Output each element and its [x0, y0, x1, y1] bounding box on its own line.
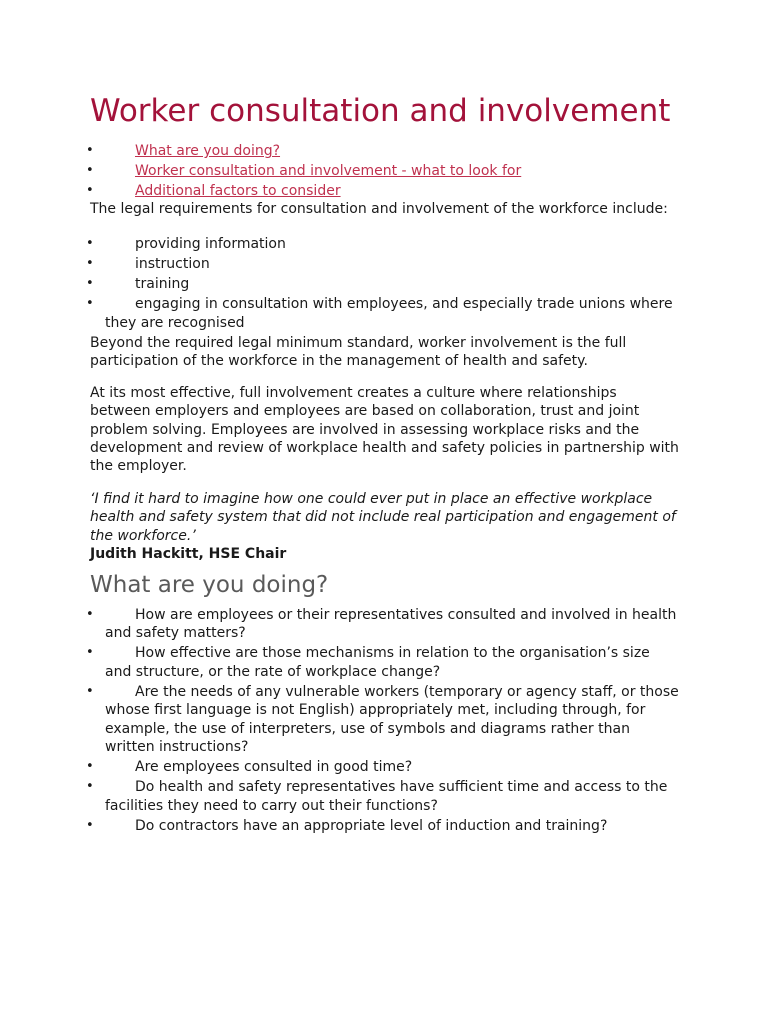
- list-item-text: engaging in consultation with employees, and especially trade unions where they are recognised: [105, 296, 673, 331]
- list-item-text: Are employees consulted in good time?: [135, 759, 413, 776]
- list-item: [86, 758, 680, 777]
- bullet-icon: •: [86, 163, 94, 178]
- list-item-text: Do contractors have an appropriate level of induction and training?: [135, 817, 608, 834]
- list-item-text: training: [135, 276, 190, 293]
- list-item: [86, 606, 680, 643]
- document-page: [86, 92, 680, 837]
- list-item: [86, 235, 680, 254]
- bullet-icon: •: [86, 683, 94, 699]
- toc-link-what-to-look-for[interactable]: Worker consultation and involvement - what to look for: [135, 163, 522, 179]
- body-paragraph: Beyond the required legal minimum standard, worker involvement is the full participation of the workforce in the management of health and safety.: [90, 334, 627, 369]
- intro-paragraph: The legal requirements for consultation and involvement of the workforce include:: [90, 201, 668, 217]
- quote: ‘I find it hard to imagine how one could ever put in place an effective workplace health and safety system that did not include real participation and engagement of the workforce.’: [90, 491, 676, 544]
- toc-link-additional-factors[interactable]: Additional factors to consider: [135, 183, 341, 199]
- bullet-icon: •: [86, 817, 94, 833]
- bullet-icon: •: [86, 779, 94, 795]
- list-item-text: Do health and safety representatives have sufficient time and access to the facilities they need to carry out their functions?: [105, 779, 668, 814]
- bullet-icon: •: [86, 606, 94, 622]
- list-item: [86, 683, 680, 757]
- requirements-list: [86, 235, 680, 332]
- list-item-text: How effective are those mechanisms in relation to the organisation’s size and structure, or the rate of workplace change?: [105, 645, 650, 680]
- table-of-contents: [86, 142, 680, 201]
- toc-item: [86, 182, 680, 201]
- list-item: [86, 778, 680, 815]
- section-heading: What are you doing?: [90, 571, 329, 598]
- page-title: Worker consultation and involvement: [90, 93, 671, 129]
- list-item: [86, 644, 680, 681]
- quote-attribution: Judith Hackitt, HSE Chair: [90, 545, 287, 562]
- bullet-icon: •: [86, 759, 94, 775]
- list-item-text: Are the needs of any vulnerable workers (temporary or agency staff, or those whose first language is not English) appropriately met, including through, for example, the use of interpreters, use of symbols and diagrams rather than written instructions?: [105, 683, 679, 756]
- list-item: [86, 255, 680, 274]
- toc-item: [86, 162, 680, 181]
- bullet-icon: •: [86, 645, 94, 661]
- body-paragraph: At its most effective, full involvement creates a culture where relationships between employers and employees are based on collaboration, trust and joint problem solving. Employees are involved in assessing workplace risks and the development and review of workplace health and safety policies in partnership with the employer.: [90, 385, 679, 474]
- list-item: [86, 295, 680, 332]
- list-item-text: instruction: [135, 256, 210, 273]
- list-item-text: providing information: [135, 236, 286, 253]
- toc-link-what-are-you-doing[interactable]: What are you doing?: [135, 143, 281, 159]
- bullet-icon: •: [86, 276, 94, 292]
- bullet-icon: •: [86, 183, 94, 198]
- questions-list: [86, 606, 680, 836]
- list-item: [86, 275, 680, 294]
- bullet-icon: •: [86, 143, 94, 158]
- bullet-icon: •: [86, 256, 94, 272]
- toc-item: [86, 142, 680, 161]
- list-item-text: How are employees or their representatives consulted and involved in health and safety matters?: [105, 606, 677, 642]
- list-item: [86, 817, 680, 836]
- bullet-icon: •: [86, 236, 94, 252]
- bullet-icon: •: [86, 296, 94, 312]
